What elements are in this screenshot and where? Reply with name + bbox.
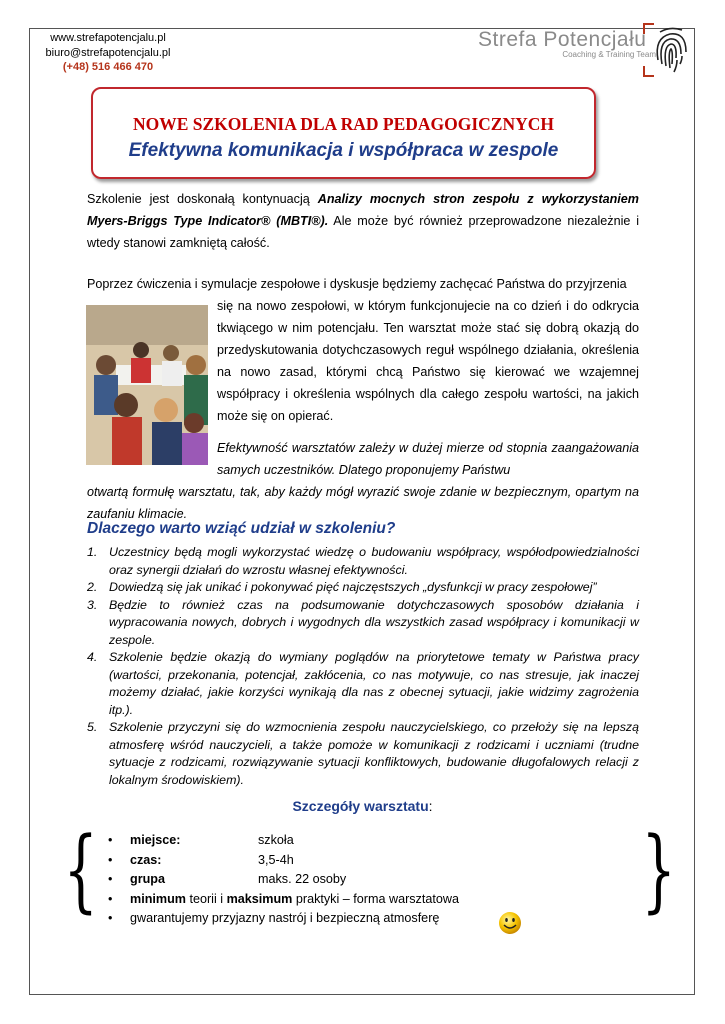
intro-bold-text: Analizy mocnych stron zespołu z wykorzystaniem Myers-Briggs Type Indicator® (MBTI®). (87, 192, 640, 228)
list-number: 4. (87, 650, 98, 664)
contact-block (30, 31, 186, 75)
list-text: Szkolenie przyczyni się do wzmocnienia zespołu nauczycielskiego, co przełoży się na lepszą atmosferę wśród nauczycieli, a także pomoże w komunikacji z rodzicami i uczniami (trudne sytuacje z rodzicami, rozwiązywanie sytuacji konfliktowych, budowanie długofalowych relacji z lokalnym środowiskiem). (109, 720, 639, 787)
details-heading (0, 798, 725, 814)
main-title: NOWE SZKOLENIA DLA RAD PEDAGOGICZNYCH (132, 114, 555, 134)
details-list (108, 831, 459, 929)
brand-name: Strefa Potencjału (478, 28, 647, 51)
detail-key: miejsce: (130, 833, 181, 847)
detail-row (108, 909, 459, 929)
list-item (87, 719, 639, 789)
max-label: maksimum (226, 891, 293, 906)
bullet-icon: • (108, 833, 113, 847)
fingerprint-icon (640, 20, 698, 80)
bullet-icon: • (108, 911, 113, 925)
list-item (87, 579, 639, 597)
detail-row (108, 831, 459, 851)
para2-first-line: Poprzez ćwiczenia i symulacje zespołowe i dyskusje będziemy zachęcać Państwa do przyjrzenia (87, 277, 627, 291)
list-text: Będzie to również czas na podsumowanie dotychczasowych sposobów działania i wypracowania nowych, dobrych i wygodnych dla wszystkich zasad współpracy i komunikacji w zespole. (109, 597, 639, 647)
list-item (87, 597, 639, 650)
list-number: 3. (87, 597, 98, 612)
para3-start: Efektywność warsztatów zależy w dużej mierze od stopnia zaangażowania samych uczestników. Dlatego proponujemy Państwu (217, 441, 639, 477)
why-heading: Dlaczego warto wziąć udział w szkoleniu? (87, 520, 396, 537)
list-item (87, 544, 639, 579)
email-link[interactable]: biuro@strefapotencjalu.pl (45, 46, 171, 59)
title-banner (91, 87, 596, 179)
list-number: 2. (87, 580, 98, 594)
left-brace: { (63, 818, 98, 923)
website-link[interactable]: www.strefapotencjalu.pl (50, 32, 166, 44)
detail-row (108, 851, 459, 871)
brand-logo (478, 28, 658, 59)
right-brace: } (641, 818, 676, 923)
workshop-photo (86, 305, 208, 465)
detail-row (108, 870, 459, 890)
benefits-list (87, 544, 639, 789)
phone-number: (+48) 516 466 470 (62, 61, 154, 73)
list-text: Dowiedzą się jak unikać i pokonywać pięć najczęstszych „dysfunkcji w pracy zespołowej” (109, 580, 597, 594)
list-number: 5. (87, 720, 98, 734)
detail-key: czas: (130, 852, 162, 867)
max-text: praktyki – forma warsztatowa (292, 891, 459, 906)
min-text: teorii i (185, 891, 227, 906)
intro-text-end: Ale może być również przeprowadzone niezależnie i wtedy stanowi zamkniętą całość. (87, 214, 639, 250)
list-text: Uczestnicy będą mogli wykorzystać wiedzę o budowaniu współpracy, współodpowiedzialności oraz synergii działań do wzrostu własnej efektywności. (109, 545, 639, 577)
smiley-icon (497, 910, 523, 936)
para3-end: otwartą formułę warsztatu, tak, aby każdy mógł wyrazić swoje zdanie w bezpiecznym, opartym na zaufaniu klimacie. (87, 485, 639, 521)
details-heading-text: Szczegóły warsztatu (292, 798, 429, 814)
bullet-icon: • (108, 891, 113, 906)
detail-text: gwarantujemy przyjazny nastrój i bezpieczną atmosferę (130, 911, 440, 925)
bullet-icon: • (108, 852, 113, 867)
para2-body: się na nowo zespołowi, w którym funkcjonujecie na co dzień i do odkrycia tkwiącego w nim potencjału. Ten warsztat może stać się dobrą okazją do przedyskutowania dotychczasowych reguł wspólnego działania, określenia na nowo zasad, którymi chcą Państwo się kierować we wzajemnej współpracy i określenia wspólnych dla całego zespołu wartości, na jakich może się on opierać. (217, 299, 639, 423)
bullet-icon: • (108, 872, 113, 886)
detail-row (108, 890, 459, 910)
intro-paragraph (87, 188, 639, 254)
detail-value: maks. 22 osoby (258, 872, 347, 886)
min-label: minimum (130, 891, 186, 906)
brand-tagline: Coaching & Training Team (562, 50, 656, 59)
list-item (87, 649, 639, 719)
subtitle: Efektywna komunikacja i współpraca w zespole (128, 140, 559, 161)
details-heading-colon: : (428, 798, 433, 814)
detail-key: grupa (130, 872, 165, 886)
intro-text: Szkolenie jest doskonałą kontynuacją (87, 192, 318, 206)
list-text: Szkolenie będzie okazją do wymiany poglądów na priorytetowe tematy w Państwa pracy (wartości, przekonania, potencjał, zakłócenia, co nas motywuje, co nas stresuje, jak inaczej możemy działać, jakie korzyści wynikają dla nas z obecnej sytuacji, jakie widzimy zagrożenia itp.). (109, 650, 639, 717)
list-number: 1. (87, 545, 98, 559)
detail-value: 3,5-4h (258, 852, 294, 867)
detail-value: szkoła (258, 833, 294, 847)
